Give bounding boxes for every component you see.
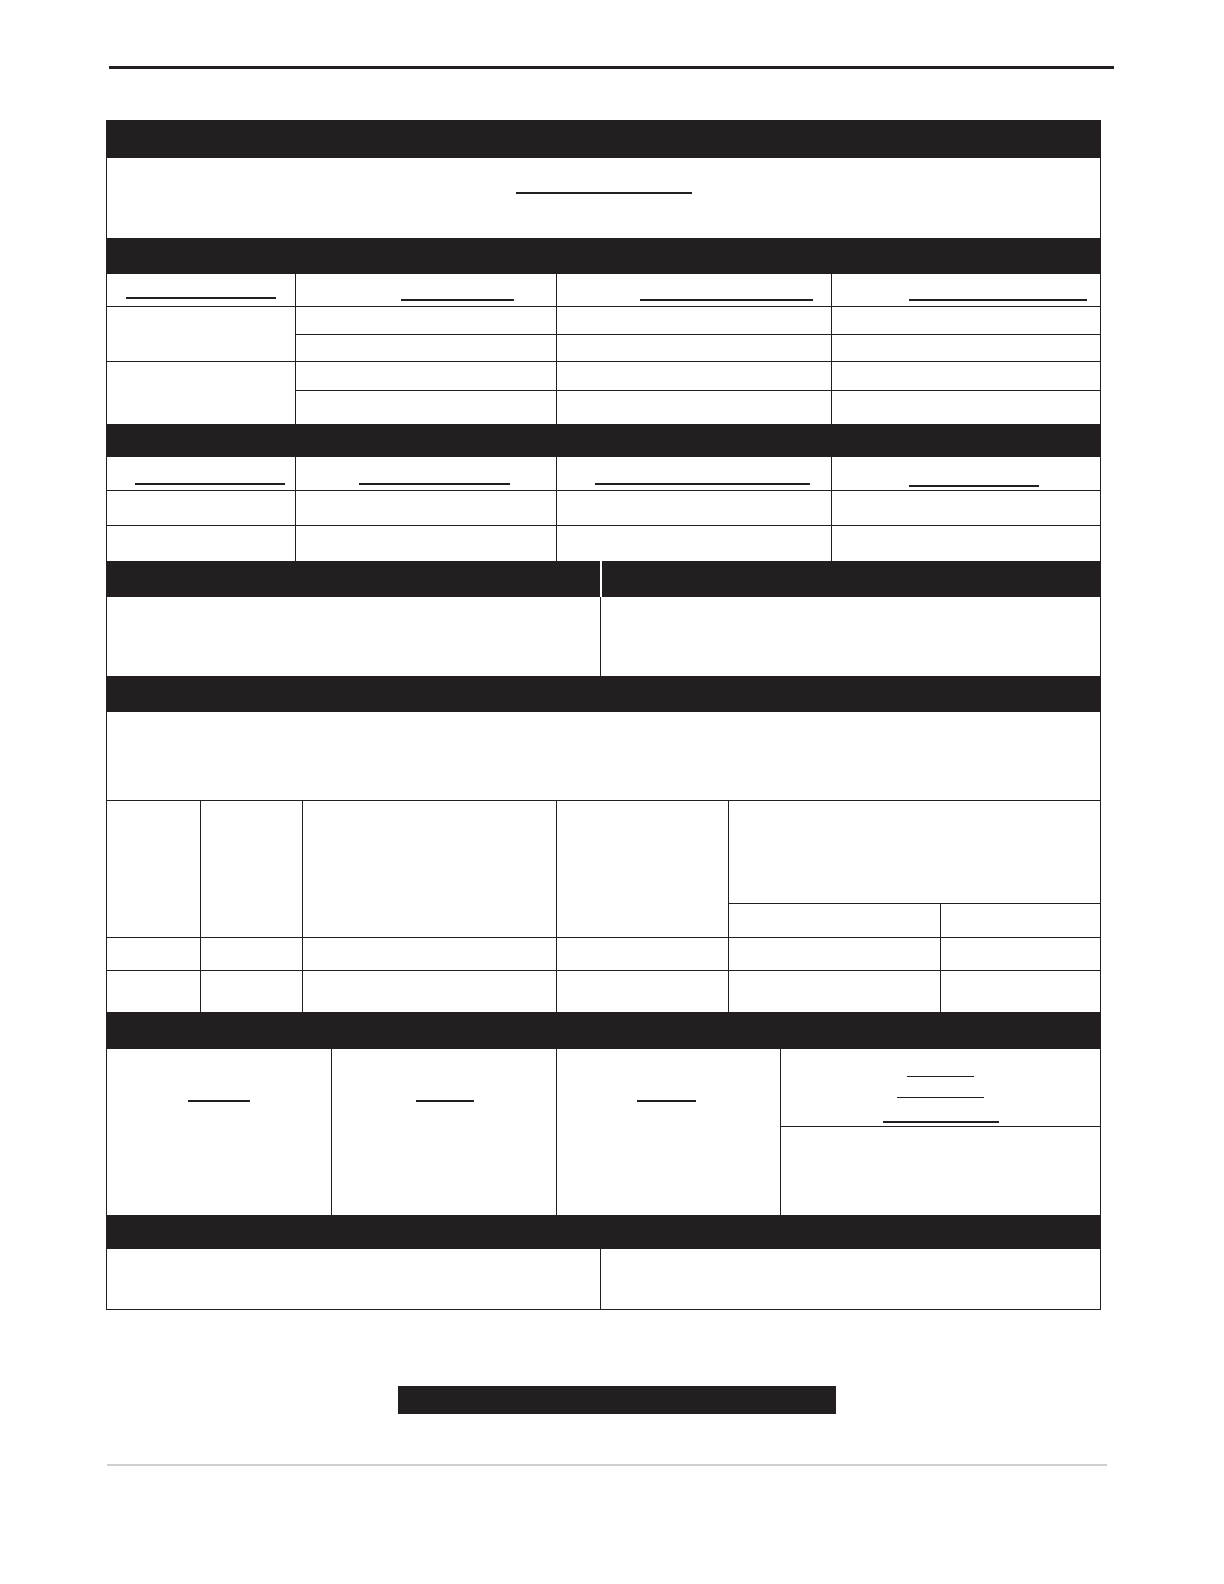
col-divider: [831, 274, 832, 424]
col-divider: [556, 274, 557, 424]
row-divider: [106, 306, 1101, 307]
col-divider: [600, 1249, 601, 1310]
col-divider: [295, 457, 296, 561]
col-divider: [780, 1049, 781, 1215]
row-divider: [106, 525, 1101, 526]
row-divider: [296, 390, 1101, 391]
column-heading-underline: [595, 483, 810, 485]
section-header-bar-2: [106, 238, 1101, 274]
col-divider: [556, 457, 557, 561]
row-divider: [296, 334, 1101, 335]
col-divider: [831, 457, 832, 561]
row-divider: [106, 937, 1101, 938]
column-heading-underline: [135, 483, 285, 485]
field-underline[interactable]: [907, 1076, 974, 1077]
column-heading-underline: [126, 297, 276, 299]
row-divider: [780, 1126, 1101, 1127]
col-divider: [556, 1049, 557, 1215]
bottom-rule: [107, 1464, 1107, 1466]
section-header-bar-4: [106, 561, 1101, 597]
column-heading-underline: [909, 299, 1087, 301]
column-heading-underline: [359, 483, 510, 485]
col-divider: [556, 800, 557, 1012]
footer-bar: [398, 1386, 836, 1414]
row-divider: [106, 361, 1101, 362]
row-divider: [106, 970, 1101, 971]
header-split: [600, 561, 602, 597]
col-divider: [600, 597, 601, 676]
section-header-bar-3: [106, 424, 1101, 457]
col-divider: [940, 903, 941, 1012]
col-divider: [200, 800, 201, 1012]
section-header-bar-6: [106, 1012, 1101, 1049]
col-divider: [302, 800, 303, 1012]
signature-underline[interactable]: [416, 1100, 474, 1102]
column-heading-underline: [909, 485, 1039, 487]
section-header-bar-5: [106, 676, 1101, 712]
signature-underline[interactable]: [637, 1100, 696, 1102]
signature-underline[interactable]: [188, 1100, 250, 1102]
column-heading-underline: [401, 299, 514, 301]
row-divider: [729, 903, 1101, 904]
top-rule: [109, 66, 1114, 69]
field-underline[interactable]: [883, 1121, 999, 1123]
col-divider: [331, 1049, 332, 1215]
field-underline[interactable]: [897, 1097, 984, 1098]
col-divider: [728, 800, 729, 1012]
title-field-underline[interactable]: [516, 192, 692, 194]
row-divider: [106, 800, 1101, 801]
row-divider: [106, 490, 1101, 491]
section-header-bar-7: [106, 1215, 1101, 1249]
section-header-bar-1: [106, 120, 1101, 158]
col-divider: [295, 274, 296, 424]
column-heading-underline: [640, 299, 813, 301]
